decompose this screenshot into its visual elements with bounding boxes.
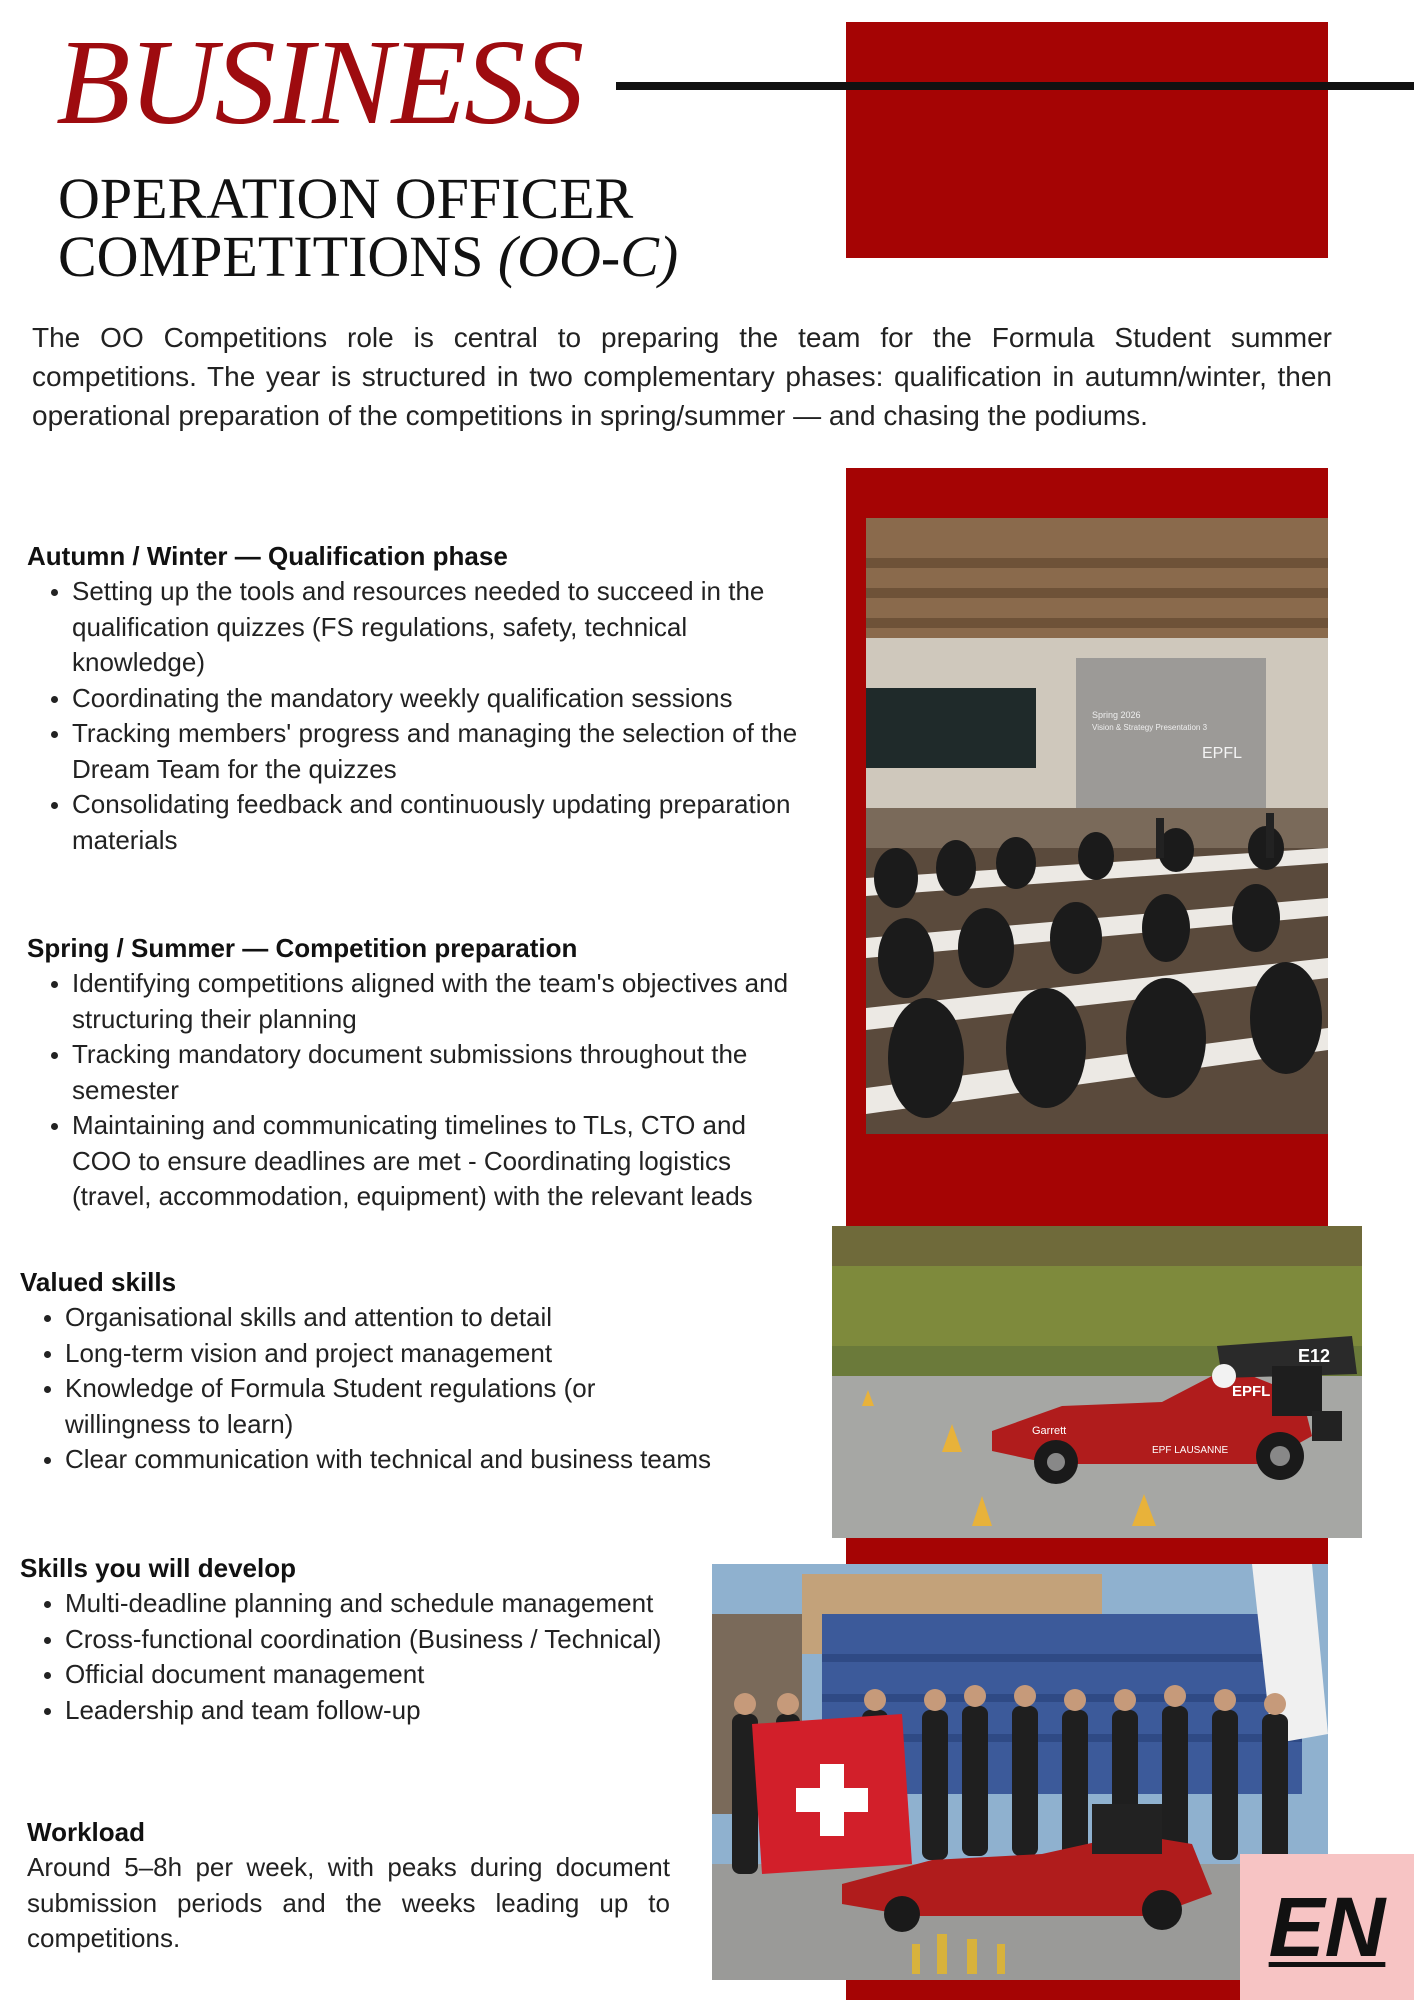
lecture-hall-photo — [866, 518, 1328, 1134]
autumn-heading: Autumn / Winter — Qualification phase — [27, 541, 508, 571]
role-title — [58, 166, 679, 289]
autumn-section — [27, 538, 827, 858]
header-red-block — [846, 22, 1328, 258]
role-title-line1: OPERATION OFFICER — [58, 166, 634, 231]
spring-section — [27, 930, 807, 1215]
workload-section — [27, 1814, 670, 1957]
valued-skills-section — [20, 1264, 720, 1478]
list-item: • Multi-deadline planning and schedule management — [65, 1586, 680, 1622]
language-badge — [1240, 1854, 1414, 2000]
header-divider — [616, 82, 1414, 90]
role-abbreviation: (OO-C) — [497, 224, 679, 289]
list-item: • Clear communication with technical and business teams — [65, 1442, 720, 1478]
spring-heading: Spring / Summer — Competition preparation — [27, 933, 578, 963]
valued-skills-heading: Valued skills — [20, 1267, 177, 1297]
list-item: • Maintaining and communicating timelines to TLs, CTO and COO to ensure deadlines are met - Coordinating logistics (travel, accommodation, equipment) with the relevant leads — [72, 1108, 807, 1215]
slide-epfl-logo: EPFL — [1202, 745, 1243, 762]
list-item: • Coordinating the mandatory weekly qualification sessions — [72, 681, 827, 717]
list-item: • Cross-functional coordination (Business / Technical) — [65, 1622, 680, 1658]
team-photo — [712, 1564, 1328, 1980]
intro-paragraph: The OO Competitions role is central to preparing the team for the Formula Student summer competitions. The year is structured in two complementary phases: qualification in autumn/winter, then operational preparation of the competitions in spring/summer — and chasing the podiums. — [32, 322, 1332, 431]
spring-list — [27, 966, 807, 1215]
list-item: • Long-term vision and project management — [65, 1336, 720, 1372]
list-item: • Tracking mandatory document submissions throughout the semester — [72, 1037, 807, 1108]
develop-skills-list — [20, 1586, 680, 1728]
slide-text-1: Spring 2026 — [1092, 710, 1141, 720]
list-item: • Leadership and team follow-up — [65, 1693, 680, 1729]
list-item: • Consolidating feedback and continuously updating preparation materials — [72, 787, 827, 858]
list-item: • Tracking members' progress and managing the selection of the Dream Team for the quizzes — [72, 716, 827, 787]
list-item: • Setting up the tools and resources needed to succeed in the qualification quizzes (FS regulations, safety, technical knowledge) — [72, 574, 827, 681]
race-car-photo — [832, 1226, 1362, 1538]
category-title: BUSINESS — [56, 15, 583, 150]
slide-text-2: Vision & Strategy Presentation 3 — [1092, 723, 1208, 732]
car-team-label: EPF LAUSANNE — [1152, 1445, 1229, 1456]
car-number: E12 — [1298, 1346, 1331, 1366]
list-item: • Official document management — [65, 1657, 680, 1693]
develop-skills-section — [20, 1550, 680, 1728]
autumn-list — [27, 574, 827, 858]
car-brand: EPFL — [1232, 1383, 1271, 1400]
language-code: EN — [1268, 1879, 1386, 1974]
valued-skills-list — [20, 1300, 720, 1478]
develop-skills-heading: Skills you will develop — [20, 1553, 296, 1583]
workload-text: Around 5–8h per week, with peaks during document submission periods and the weeks leading up to competitions. — [27, 1852, 670, 1953]
list-item: • Organisational skills and attention to detail — [65, 1300, 720, 1336]
list-item: • Knowledge of Formula Student regulations (or willingness to learn) — [65, 1371, 720, 1442]
workload-heading: Workload — [27, 1817, 145, 1847]
role-title-line2: COMPETITIONS — [58, 224, 484, 289]
list-item: • Identifying competitions aligned with the team's objectives and structuring their planning — [72, 966, 807, 1037]
car-sponsor: Garrett — [1032, 1425, 1067, 1437]
